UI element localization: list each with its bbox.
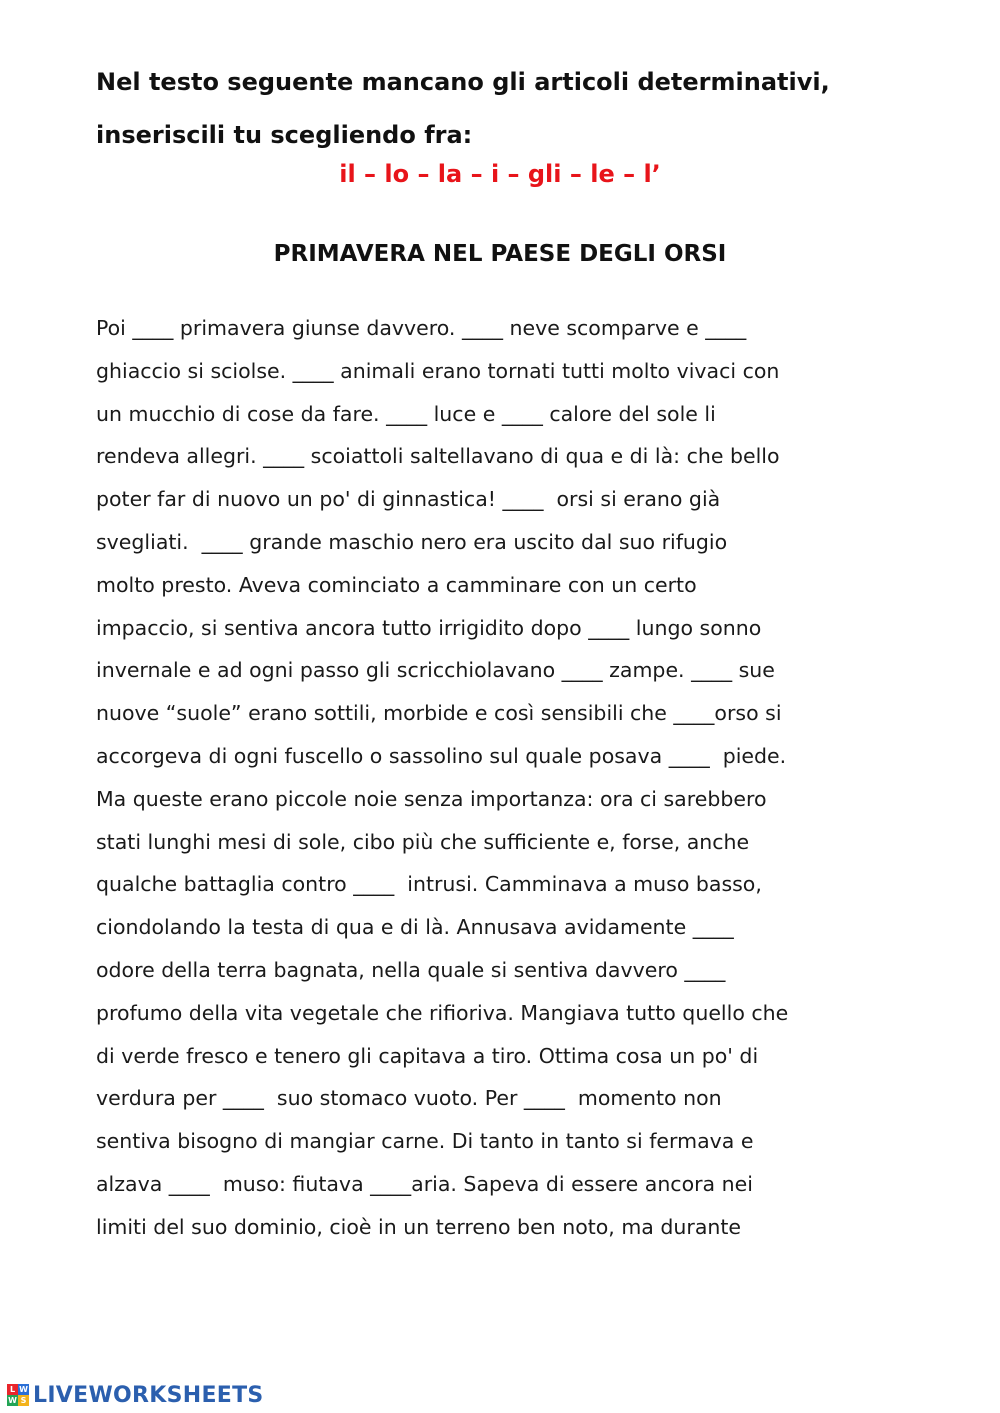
- passage-line: un mucchio di cose da fare. ____ luce e ____ calore del sole li: [96, 401, 716, 426]
- logo-text: LIVEWORKSHEETS: [33, 1382, 264, 1408]
- instruction-text: [96, 56, 936, 162]
- passage-line: Ma queste erano piccole noie senza importanza: ora ci sarebbero: [96, 786, 767, 811]
- passage-line: invernale e ad ogni passo gli scricchiolavano ____ zampe. ____ sue: [96, 658, 775, 683]
- passage-line: alzava ____ muso: fiutava ____aria. Sapeva di essere ancora nei: [96, 1171, 753, 1196]
- passage-line: poter far di nuovo un po' di ginnastica! ____ orsi si erano già: [96, 487, 721, 512]
- passage-title: PRIMAVERA NEL PAESE DEGLI ORSI: [273, 241, 727, 267]
- passage-line: molto presto. Aveva cominciato a camminare con un certo: [96, 572, 697, 597]
- passage-line: Poi ____ primavera giunse davvero. ____ neve scomparve e ____: [96, 316, 747, 340]
- passage-line: qualche battaglia contro ____ intrusi. Camminava a muso basso,: [96, 872, 762, 897]
- passage-line: ghiaccio si sciolse. ____ animali erano tornati tutti molto vivaci con: [96, 358, 780, 383]
- passage-line: sentiva bisogno di mangiar carne. Di tanto in tanto si fermava e: [96, 1129, 754, 1154]
- passage-line: di verde fresco e tenero gli capitava a tiro. Ottima cosa un po' di: [96, 1043, 759, 1068]
- passage-line: odore della terra bagnata, nella quale si sentiva davvero ____: [96, 957, 726, 982]
- passage-line: stati lunghi mesi di sole, cibo più che sufficiente e, forse, anche: [96, 829, 750, 854]
- passage-line: profumo della vita vegetale che rifioriva. Mangiava tutto quello che: [96, 1000, 789, 1025]
- passage-line: svegliati. ____ grande maschio nero era uscito dal suo rifugio: [96, 529, 728, 554]
- logo-badge-icon: L W W S: [8, 1385, 28, 1405]
- passage-line: rendeva allegri. ____ scoiattoli saltellavano di qua e di là: che bello: [96, 444, 780, 469]
- article-choices: il – lo – la – i – gli – le – l’: [339, 160, 661, 188]
- passage-line: impaccio, si sentiva ancora tutto irrigidito dopo ____ lungo sonno: [96, 615, 762, 640]
- instruction-line-2: inseriscili tu scegliendo fra:: [96, 121, 473, 149]
- passage-line: accorgeva di ogni fuscello o sassolino sul quale posava ____ piede.: [96, 743, 787, 768]
- passage-line: ciondolando la testa di qua e di là. Annusava avidamente ____: [96, 915, 734, 940]
- passage-line: limiti del suo dominio, cioè in un terreno ben noto, ma durante: [96, 1214, 742, 1239]
- passage-text: [96, 307, 926, 1249]
- liveworksheets-logo[interactable]: [7, 1380, 264, 1410]
- instruction-line-1: Nel testo seguente mancano gli articoli determinativi,: [96, 68, 830, 96]
- passage-line: verdura per ____ suo stomaco vuoto. Per ____ momento non: [96, 1086, 722, 1111]
- passage-line: nuove “suole” erano sottili, morbide e così sensibili che ____orso si: [96, 701, 782, 726]
